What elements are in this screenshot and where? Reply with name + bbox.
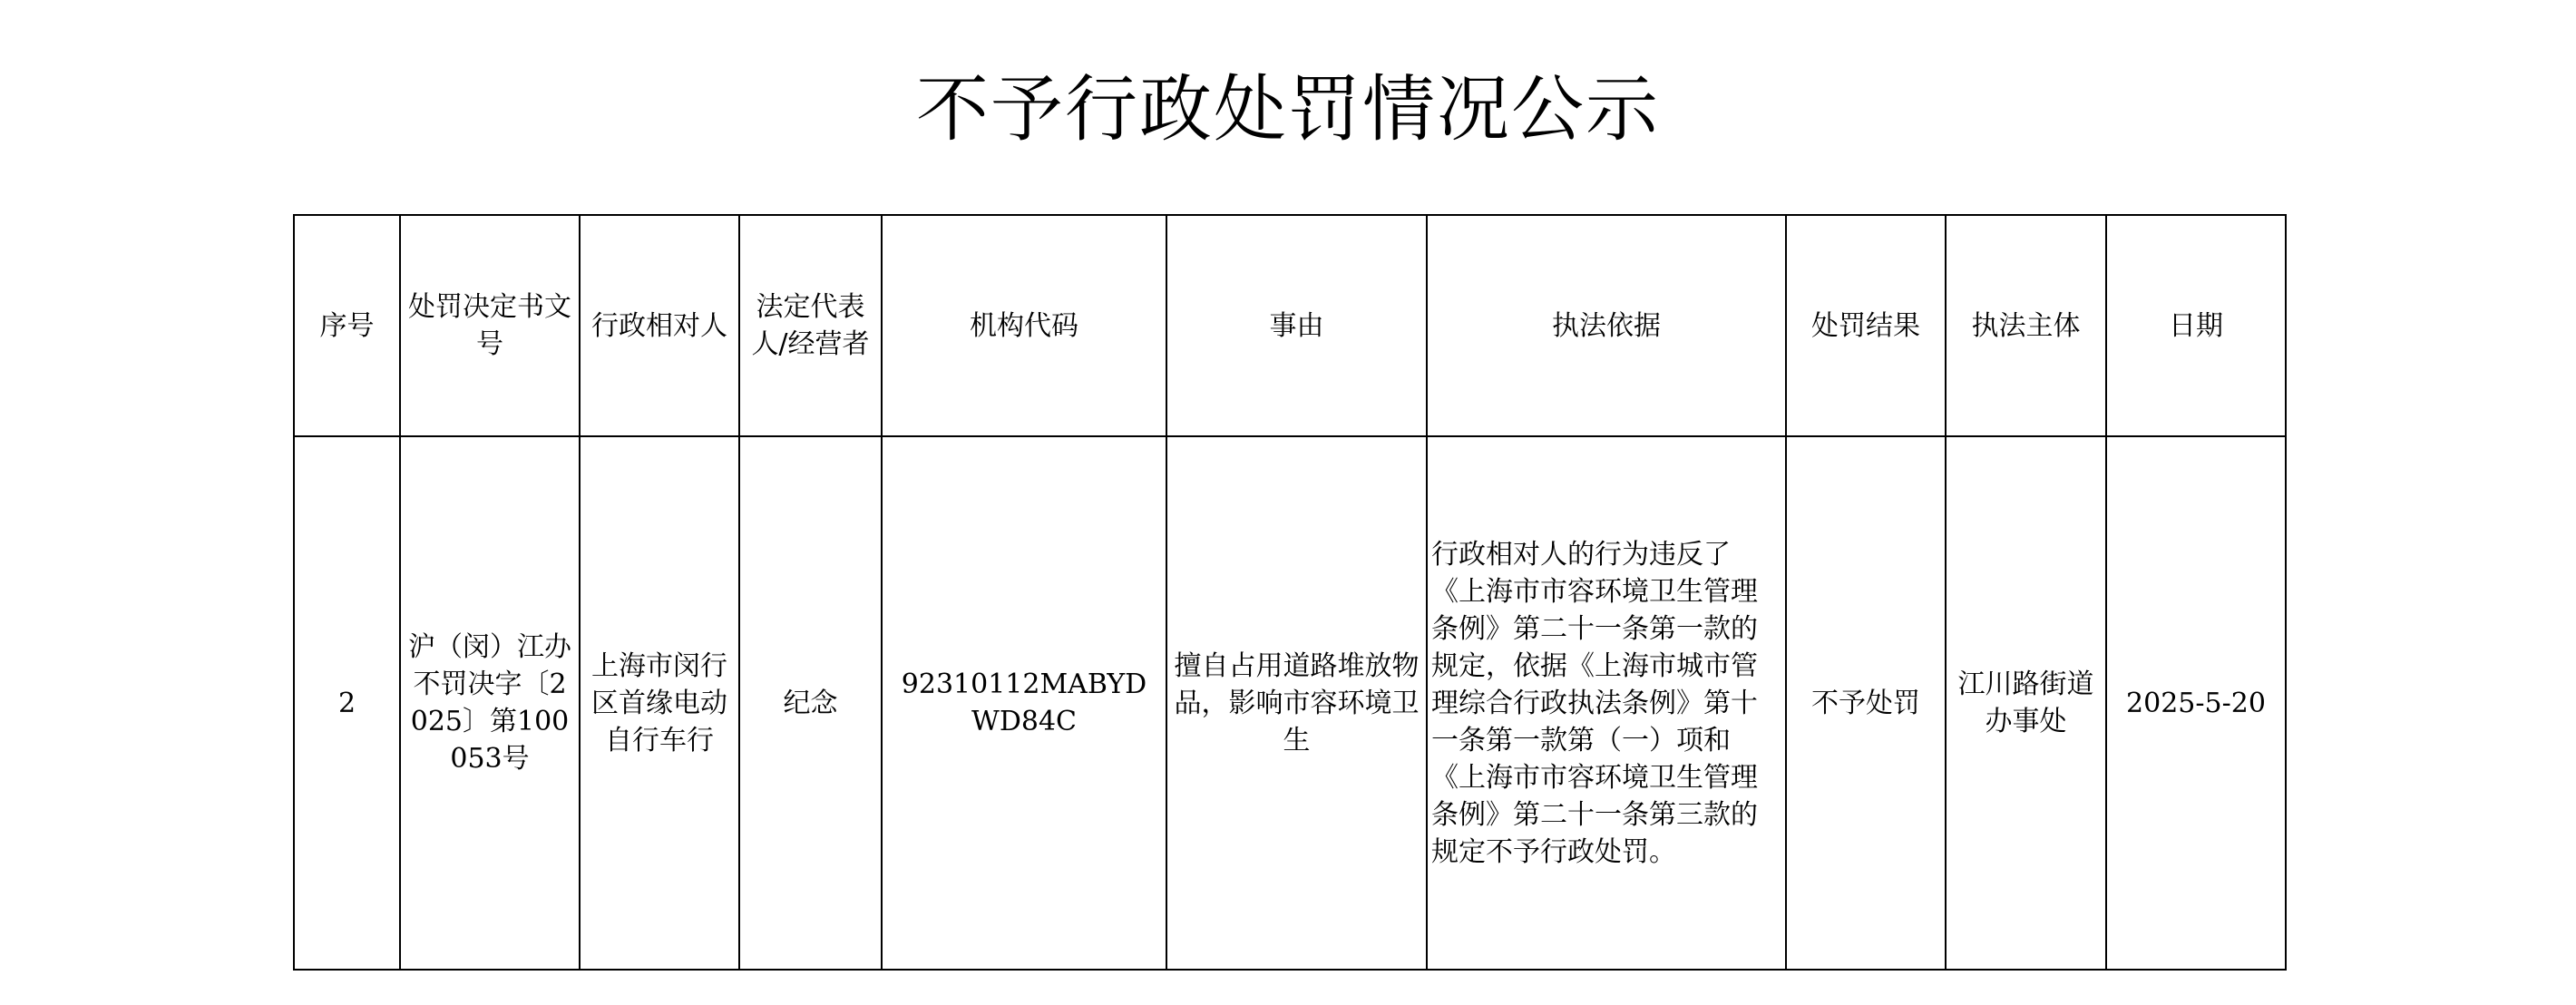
header-authority: 执法主体 — [1946, 215, 2106, 436]
table-row — [294, 436, 2286, 970]
cell-decision-no: 沪（闵）江办不罚决字〔2025〕第100053号 — [400, 436, 580, 970]
header-decision-no: 处罚决定书文号 — [400, 215, 580, 436]
header-date: 日期 — [2106, 215, 2286, 436]
cell-authority: 江川路街道办事处 — [1946, 436, 2106, 970]
header-cause: 事由 — [1166, 215, 1427, 436]
cell-result: 不予处罚 — [1786, 436, 1946, 970]
cell-cause: 擅自占用道路堆放物品，影响市容环境卫生 — [1166, 436, 1427, 970]
cell-basis: 行政相对人的行为违反了《上海市市容环境卫生管理条例》第二十一条第一款的规定，依据《上海市城市管理综合行政执法条例》第十一条第一款第（一）项和《上海市市容环境卫生管理条例》第二十一条第三款的规定不予行政处罚。 — [1427, 436, 1786, 970]
cell-date: 2025-5-20 — [2106, 436, 2286, 970]
page-title: 不予行政处罚情况公示 — [916, 67, 1660, 151]
header-party: 行政相对人 — [580, 215, 739, 436]
header-serial: 序号 — [294, 215, 400, 436]
cell-party: 上海市闵行区首缘电动自行车行 — [580, 436, 739, 970]
cell-org-code: 92310112MABYDWD84C — [882, 436, 1166, 970]
header-row — [294, 215, 2286, 436]
header-legal-rep: 法定代表人/经营者 — [739, 215, 882, 436]
header-basis: 执法依据 — [1427, 215, 1786, 436]
cell-legal-rep: 纪念 — [739, 436, 882, 970]
cell-serial: 2 — [294, 436, 400, 970]
notice-table — [293, 214, 2287, 971]
header-org-code: 机构代码 — [882, 215, 1166, 436]
header-result: 处罚结果 — [1786, 215, 1946, 436]
